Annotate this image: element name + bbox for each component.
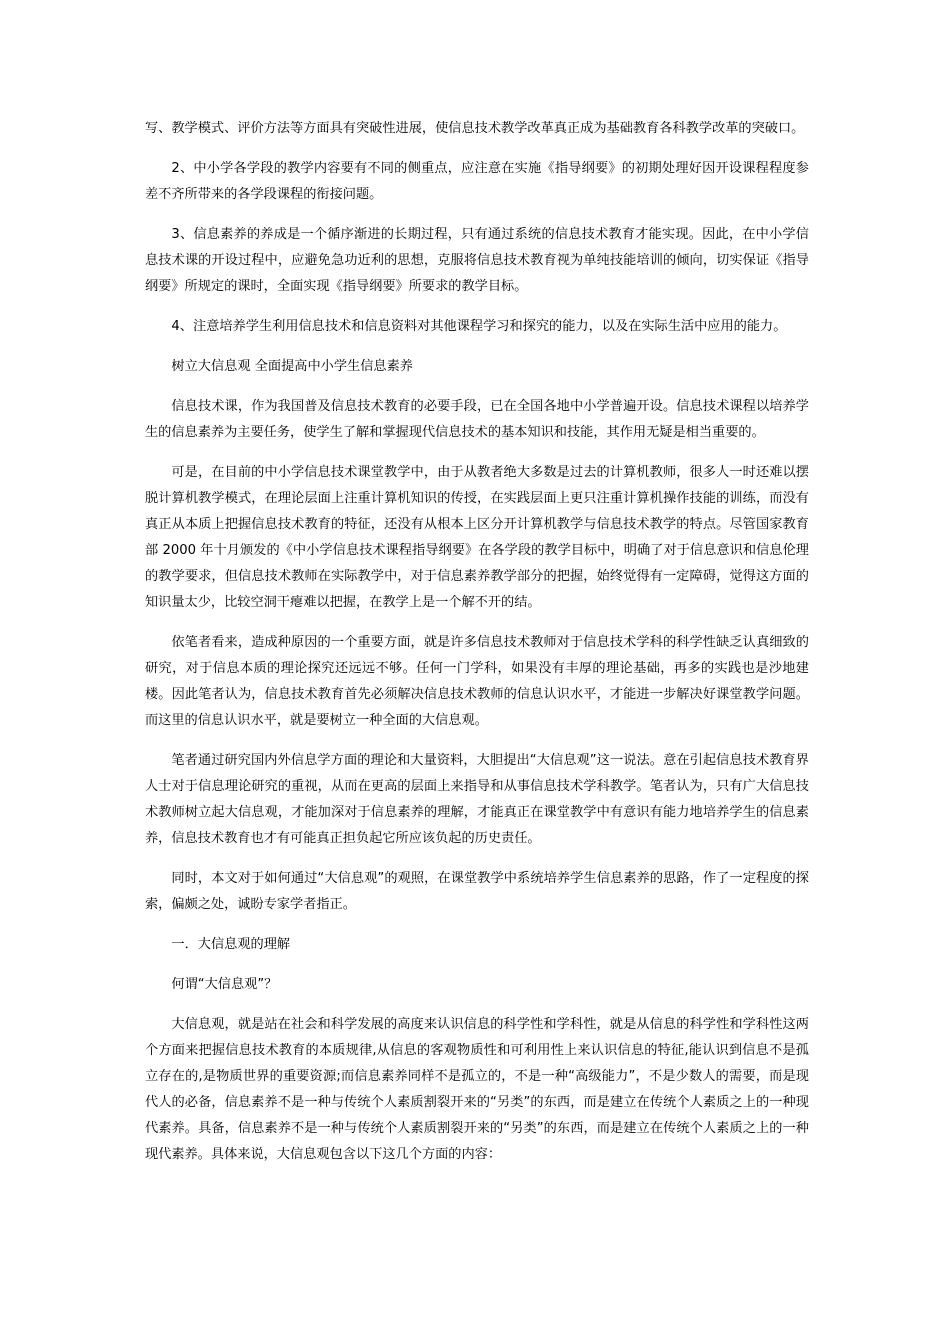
paragraph-gap — [145, 918, 809, 932]
paragraph-proposal: 笔者通过研究国内外信息学方面的理论和大量资料，大胆提出“大信息观”这一说法。意在引起信息技术教育界人士对于信息理论研究的重视，从而在更高的层面上来指导和从事信息技术学科教学。笔者认为，只有广大信息技术教师树立起大信息观，才能加深对于信息素养的理解，才能真正在课堂教学中有意识有能力地培养学生的信息素养，信息技术教育也才有可能真正担负起它所应该负起的历史责任。 — [145, 753, 809, 846]
paragraph-gap — [145, 998, 809, 1012]
paragraph-continuation: 写、教学模式、评价方法等方面具有突破性进展，使信息技术教学改革真正成为基础教育各科教学改革的突破口。 — [145, 121, 805, 136]
document-page — [145, 116, 809, 1168]
paragraph-point-4: 4、注意培养学生利用信息技术和信息资料对其他课程学习和探究的能力，以及在实际生活中应用的能力。 — [171, 319, 787, 334]
paragraph-point-3: 3、信息素养的养成是一个循序渐进的长期过程，只有通过系统的信息技术教育才能实现。因此，在中小学信息技术课的开设过程中，应避免急功近利的思想，克服将信息技术教育视为单纯技能培训的倾向，切实保证《指导纲要》所规定的课时，全面实现《指导纲要》所要求的教学目标。 — [145, 227, 809, 294]
paragraph-gap — [145, 340, 809, 354]
paragraph-problem: 可是，在目前的中小学信息技术课堂教学中，由于从教者绝大多数是过去的计算机教师，很多人一时还难以摆脱计算机教学模式，在理论层面上注重计算机知识的传授，在实践层面上更只注重计算机操作技能的训练，而没有真正从本质上把握信息技术教育的特征，还没有从根本上区分开计算机教学与信息技术教学的特点。尽管国家教育部 2000 年十月颁发的《中小学信息技术课程指导纲要》在各学段的教学目标中，明确了对于信息意识和信息伦理的教学要求，但信息技术教师在实际教学中，对于信息素养教学部分的把握，始终觉得有一定障碍，觉得这方面的知识量太少，比较空洞干瘪难以把握，在教学上是一个解不开的结。 — [145, 465, 809, 610]
paragraph-gap — [145, 142, 809, 156]
paragraph-gap — [145, 958, 809, 972]
paragraph-gap — [145, 852, 809, 866]
paragraph-intro: 信息技术课，作为我国普及信息技术教育的必要手段，已在全国各地中小学普遍开设。信息技术课程以培养学生的信息素养为主要任务，使学生了解和掌握现代信息技术的基本知识和技能，其作用无疑是相当重要的。 — [145, 399, 809, 440]
paragraph-gap — [145, 734, 809, 748]
paragraph-definition: 大信息观，就是站在社会和科学发展的高度来认识信息的科学性和学科性，就是从信息的科学性和学科性这两个方面来把握信息技术教育的本质规律,从信息的客观物质性和可利用性上来认识信息的特征,能认识到信息不是孤立存在的,是物质世界的重要资源;而信息素养同样不是孤立的，不是一种“高级能力”，不是少数人的需要，而是现代人的必备，信息素养不是一种与传统个人素质割裂开来的“另类”的东西，而是建立在传统个人素质之上的一种现代素养。具备，信息素养不是一种与传统个人素质割裂开来的“另类”的东西，而是建立在传统个人素质之上的一种现代素养。具体来说，大信息观包含以下这几个方面的内容： — [145, 1017, 809, 1162]
paragraph-gap — [145, 446, 809, 460]
question-heading: 何谓“大信息观”？ — [171, 977, 278, 992]
section-title: 树立大信息观 全面提高中小学生信息素养 — [171, 359, 413, 374]
paragraph-gap — [145, 616, 809, 630]
subsection-title: 一．大信息观的理解 — [171, 937, 291, 952]
paragraph-point-2: 2、中小学各学段的教学内容要有不同的侧重点，应注意在实施《指导纲要》的初期处理好因开设课程程度参差不齐所带来的各学段课程的衔接问题。 — [145, 161, 809, 202]
paragraph-exploration: 同时，本文对于如何通过“大信息观”的观照，在课堂教学中系统培养学生信息素养的思路，作了一定程度的探索，偏颇之处，诚盼专家学者指正。 — [145, 871, 809, 912]
paragraph-gap — [145, 300, 809, 314]
paragraph-gap — [145, 380, 809, 394]
paragraph-gap — [145, 208, 809, 222]
paragraph-cause: 依笔者看来，造成种原因的一个重要方面，就是许多信息技术教师对于信息技术学科的科学性缺乏认真细致的研究，对于信息本质的理论探究还远远不够。任何一门学科，如果没有丰厚的理论基础，再多的实践也是沙地建楼。因此笔者认为，信息技术教育首先必须解决信息技术教师的信息认识水平，才能进一步解决好课堂教学问题。而这里的信息认识水平，就是要树立一种全面的大信息观。 — [145, 635, 809, 728]
